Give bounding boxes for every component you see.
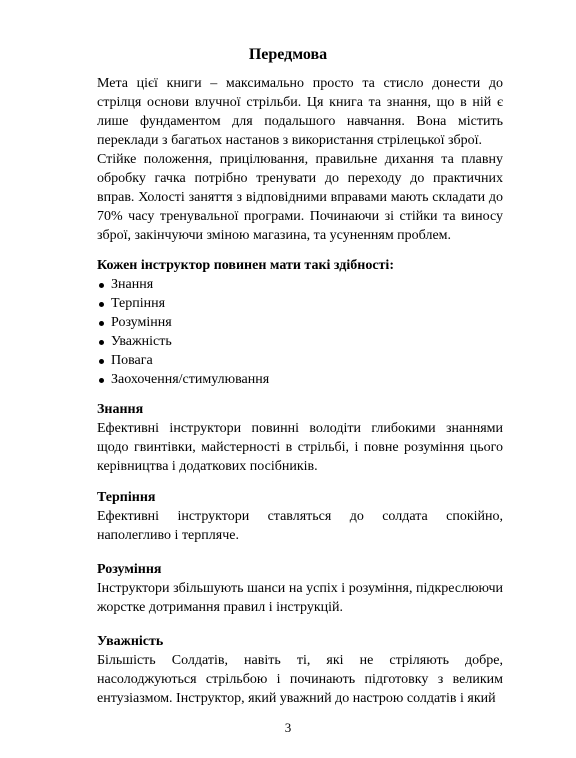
section-knowledge [97,400,503,476]
intro-paragraph-2 [97,150,503,245]
page-title: Передмова [248,46,328,63]
section-heading: Уважність [97,634,164,649]
section-text: Ефективні інструктори ставляться до солдата спокійно, наполегливо і терпляче. [97,509,503,543]
list-item: Знання [97,275,503,294]
section-text: Інструктори збільшують шанси на успіх і розуміння, підкреслюючи жорстке дотримання правил і інструкцій. [97,581,503,615]
intro-paragraph-1 [97,74,503,150]
intro-paragraph-1-text: Мета цієї книги – максимально просто та стисло донести до стрілця основи влучної стрільби. Ця книга та знання, що в ній є лише фундаментом для подальшого навчання. Вона містить переклади з багатьох настанов з використання стрілецької зброї. [97,76,503,148]
section-text: Більшість Солдатів, навіть ті, які не стріляють добре, насолоджуються стрільбою і починають підготовку з великим ентузіазмом. Інструктор, який уважний до настрою солдатів і який [97,653,503,706]
section-understanding [97,560,503,617]
abilities-section [97,256,503,389]
list-item: Уважність [97,332,503,351]
list-item: Повага [97,351,503,370]
abilities-list [97,275,503,389]
intro-paragraph-2-text: Стійке положення, прицілювання, правильне дихання та плавну обробку гачка потрібно тренувати до переходу до практичних вправ. Холості заняття з відповідними вправами мають складати до 70% часу тренувальної програми. Починаючи зі стійки та виносу зброї, закінчуючи зміною магазина, та усуненням проблем. [97,152,503,243]
abilities-heading: Кожен інструктор повинен мати такі здібності: [97,258,394,273]
section-attentiveness [97,632,503,708]
section-text: Ефективні інструктори повинні володіти глибокими знаннями щодо гвинтівки, майстерності в стрільбі, і повне розуміння цього керівництва і додаткових посібників. [97,421,503,474]
intro-section [97,74,503,245]
section-heading: Розуміння [97,562,162,577]
section-patience [97,488,503,545]
section-heading: Знання [97,402,144,417]
list-item: Заохочення/стимулювання [97,370,503,389]
page-number: 3 [284,720,292,735]
list-item: Розуміння [97,313,503,332]
section-heading: Терпіння [97,490,156,505]
list-item: Терпіння [97,294,503,313]
